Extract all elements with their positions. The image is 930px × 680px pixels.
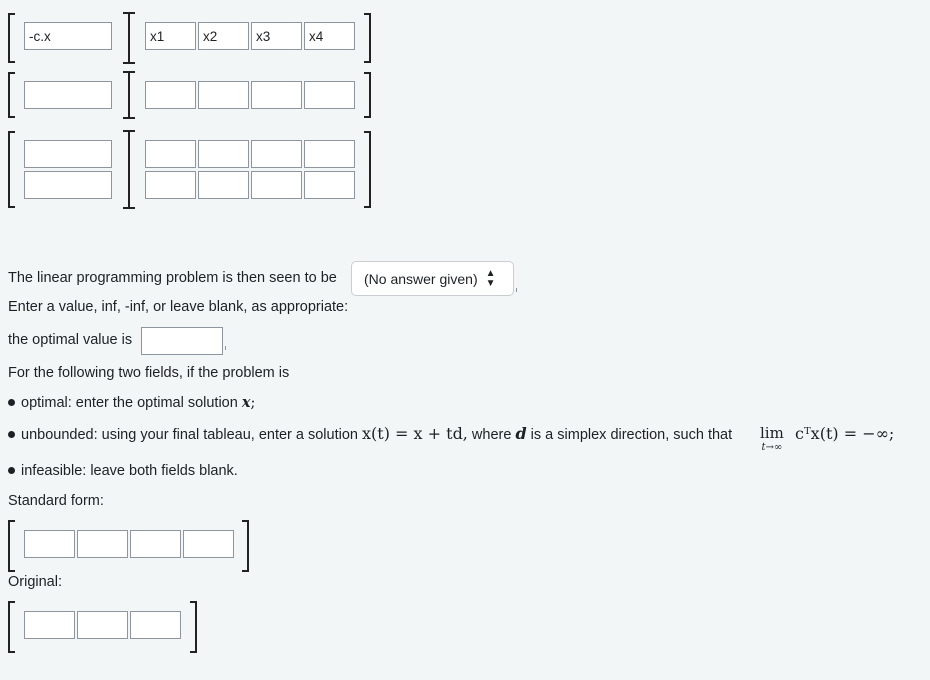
bullet-unbounded-text-c: is a simplex direction, such that xyxy=(530,427,733,443)
select-updown-icon: ▲ ▼ xyxy=(485,267,496,289)
header-x4-field[interactable] xyxy=(304,22,355,50)
original-field[interactable] xyxy=(130,611,181,639)
math-limit xyxy=(760,424,784,453)
objective-row-x4-field[interactable] xyxy=(304,81,355,109)
constraint-rhs-field[interactable] xyxy=(24,171,112,199)
bullet-unbounded xyxy=(8,424,732,443)
objective-header-field[interactable] xyxy=(24,22,112,50)
bullet-infeasible-text: infeasible: leave both fields blank. xyxy=(21,463,238,479)
optimal-value-label: the optimal value is xyxy=(8,332,133,348)
matrix-right-bracket xyxy=(364,72,371,118)
standard-form-field[interactable] xyxy=(130,530,181,558)
constraint-cell-field[interactable] xyxy=(304,171,355,199)
standard-form-label: Standard form: xyxy=(8,493,104,509)
bullet-icon xyxy=(8,467,15,474)
constraint-cell-field[interactable] xyxy=(145,140,196,168)
matrix-right-bracket xyxy=(190,601,197,653)
fields-intro: For the following two fields, if the problem is xyxy=(8,365,290,381)
objective-row-x1-field[interactable] xyxy=(145,81,196,109)
standard-form-field[interactable] xyxy=(183,530,234,558)
original-label: Original: xyxy=(8,574,62,590)
matrix-right-bracket xyxy=(242,520,249,572)
bullet-icon xyxy=(8,431,15,438)
header-x3-field[interactable] xyxy=(251,22,302,50)
matrix-left-bracket xyxy=(8,131,15,208)
lp-status-select-value: (No answer given) xyxy=(364,270,478,287)
header-x1-field[interactable] xyxy=(145,22,196,50)
field-end-tick xyxy=(516,288,517,292)
constraint-cell-field[interactable] xyxy=(198,171,249,199)
bullet-unbounded-text-a: unbounded: using your final tableau, enter a solution xyxy=(21,427,358,443)
objective-row-field[interactable] xyxy=(24,81,112,109)
bullet-optimal-text: optimal: enter the optimal solution xyxy=(21,395,238,411)
matrix-left-bracket xyxy=(8,13,15,63)
math-d: d xyxy=(515,424,527,443)
matrix-left-bracket xyxy=(8,601,15,653)
matrix-right-bracket xyxy=(364,13,371,63)
bullet-icon xyxy=(8,399,15,406)
optimal-value-field[interactable] xyxy=(141,327,223,355)
lp-status-select[interactable] xyxy=(351,261,514,296)
constraint-cell-field[interactable] xyxy=(251,140,302,168)
matrix-left-bracket xyxy=(8,72,15,118)
lp-status-prompt: The linear programming problem is then seen to be xyxy=(8,270,337,286)
standard-form-field[interactable] xyxy=(77,530,128,558)
enter-value-instructions: Enter a value, inf, -inf, or leave blank, as appropriate: xyxy=(8,299,349,315)
bullet-infeasible xyxy=(8,463,238,479)
matrix-divider xyxy=(128,12,130,64)
constraint-cell-field[interactable] xyxy=(251,171,302,199)
math-x: x xyxy=(241,394,251,411)
bullet-optimal: optimal: enter the optimal solution x; xyxy=(8,394,255,411)
header-x2-field[interactable] xyxy=(198,22,249,50)
constraint-cell-field[interactable] xyxy=(304,140,355,168)
matrix-left-bracket xyxy=(8,520,15,572)
field-end-tick xyxy=(225,346,226,350)
standard-form-field[interactable] xyxy=(24,530,75,558)
bullet-unbounded-text-b: where xyxy=(471,427,512,443)
constraint-cell-field[interactable] xyxy=(198,140,249,168)
objective-row-x2-field[interactable] xyxy=(198,81,249,109)
constraint-rhs-field[interactable] xyxy=(24,140,112,168)
matrix-divider xyxy=(128,130,130,209)
original-field[interactable] xyxy=(77,611,128,639)
matrix-right-bracket xyxy=(364,131,371,208)
original-field[interactable] xyxy=(24,611,75,639)
constraint-cell-field[interactable] xyxy=(145,171,196,199)
math-lim-subscript: t→∞ xyxy=(761,442,783,453)
matrix-divider xyxy=(128,71,130,119)
objective-row-x3-field[interactable] xyxy=(251,81,302,109)
math-objective-limit: cᵀx(t) = −∞; xyxy=(795,424,895,443)
math-solution-expression: x(t) = x + td, xyxy=(362,424,468,443)
math-lim: lim xyxy=(760,424,784,442)
